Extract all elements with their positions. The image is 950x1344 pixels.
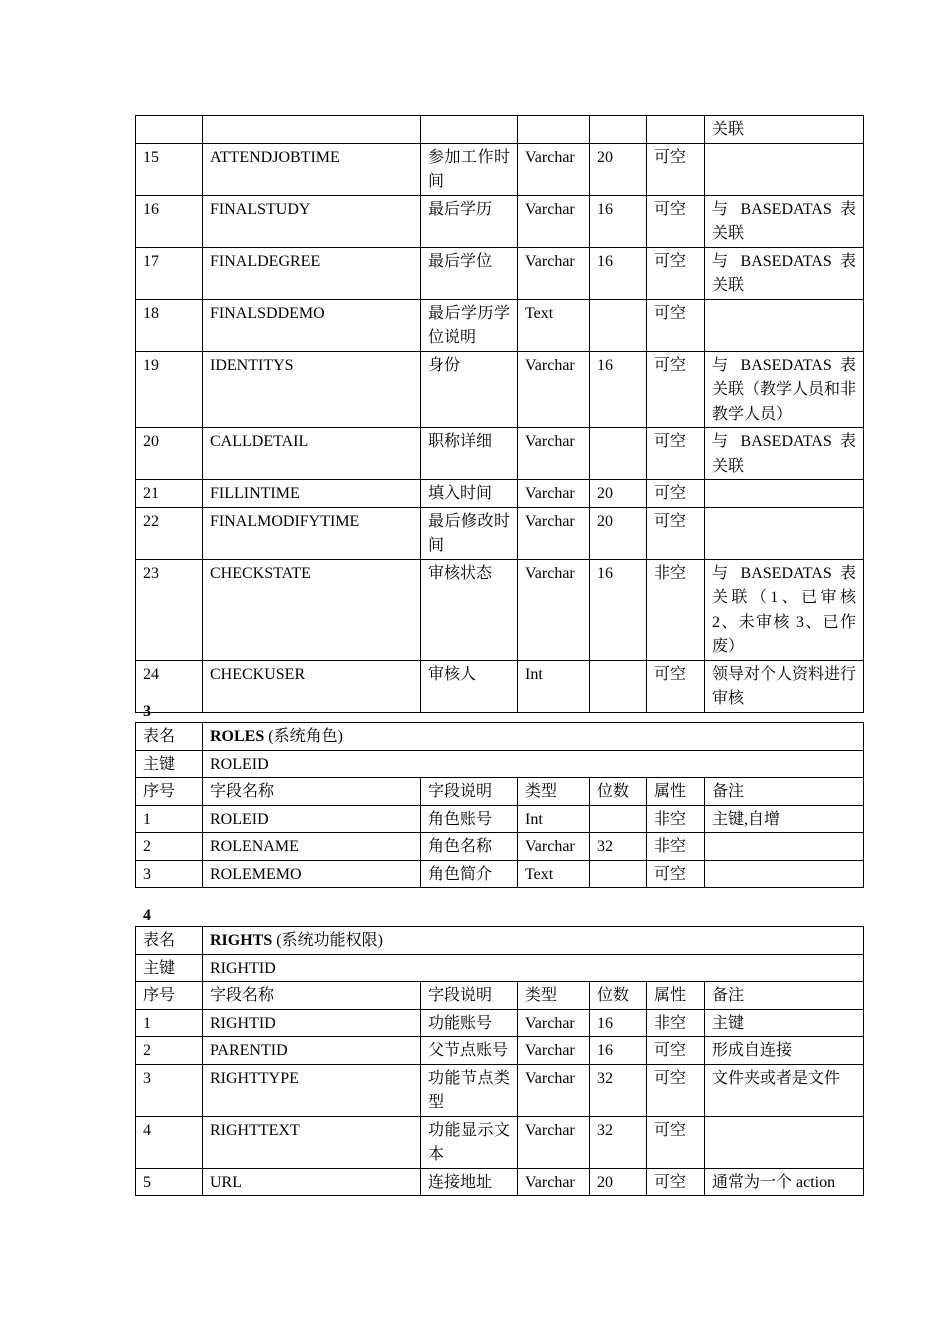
- length-cell: [590, 860, 647, 888]
- remark-cell: 主键,自增: [705, 805, 864, 833]
- header-cell: 位数: [590, 982, 647, 1010]
- nullability-cell: 可空: [647, 428, 705, 480]
- remark-cell: 与 BASEDATAS 表关联（教学人员和非教学人员）: [705, 351, 864, 428]
- table-row: [136, 1037, 864, 1065]
- field-description-cell: 职称详细: [421, 428, 518, 480]
- data-type-cell: Varchar: [518, 507, 590, 559]
- row-number-cell: 24: [136, 660, 203, 712]
- data-type-cell: Varchar: [518, 351, 590, 428]
- length-cell: 20: [590, 480, 647, 508]
- table-name-value: [203, 927, 864, 955]
- length-cell: 32: [590, 1064, 647, 1116]
- table-row: [136, 1116, 864, 1168]
- length-cell: 16: [590, 1009, 647, 1037]
- header-row: [136, 982, 864, 1010]
- length-cell: 16: [590, 195, 647, 247]
- row-number-cell: 2: [136, 833, 203, 861]
- nullability-cell: 可空: [647, 195, 705, 247]
- row-number-cell: 23: [136, 559, 203, 660]
- field-description-cell: 角色账号: [421, 805, 518, 833]
- nullability-cell: 可空: [647, 1064, 705, 1116]
- field-description-cell: 最后学历: [421, 195, 518, 247]
- field-name-cell: RIGHTID: [203, 1009, 421, 1037]
- data-type-cell: Varchar: [518, 1168, 590, 1196]
- remark-cell: [705, 143, 864, 195]
- table-row: [136, 805, 864, 833]
- header-cell: 字段说明: [421, 778, 518, 806]
- remark-cell: 与 BASEDATAS 表关联: [705, 247, 864, 299]
- row-number-cell: 1: [136, 1009, 203, 1037]
- header-cell: 位数: [590, 778, 647, 806]
- table-row: [136, 428, 864, 480]
- table-row: [136, 559, 864, 660]
- section-number-4: 4: [143, 907, 151, 924]
- table-name-label: 表名: [136, 723, 203, 751]
- remark-cell: 与 BASEDATAS 表关联: [705, 195, 864, 247]
- field-name-cell: CHECKUSER: [203, 660, 421, 712]
- table-name-row: [136, 723, 864, 751]
- field-description-cell: 连接地址: [421, 1168, 518, 1196]
- data-type-cell: Varchar: [518, 559, 590, 660]
- field-name-cell: CHECKSTATE: [203, 559, 421, 660]
- field-description-cell: 角色名称: [421, 833, 518, 861]
- remark-cell: [705, 1116, 864, 1168]
- field-name-cell: ATTENDJOBTIME: [203, 143, 421, 195]
- table-row: [136, 195, 864, 247]
- data-type-cell: Varchar: [518, 833, 590, 861]
- length-cell: [590, 299, 647, 351]
- header-cell: 类型: [518, 982, 590, 1010]
- length-cell: 32: [590, 1116, 647, 1168]
- table-name-value: [203, 723, 864, 751]
- field-name-cell: ROLENAME: [203, 833, 421, 861]
- length-cell: [590, 428, 647, 480]
- table-row: [136, 480, 864, 508]
- field-name-cell: PARENTID: [203, 1037, 421, 1065]
- table-name-label: 表名: [136, 927, 203, 955]
- remark-cell: 主键: [705, 1009, 864, 1037]
- header-row: [136, 778, 864, 806]
- remark-cell: 与 BASEDATAS 表关联（1、已审核 2、未审核 3、已作废）: [705, 559, 864, 660]
- data-type-cell: Text: [518, 299, 590, 351]
- field-description-cell: 最后修改时间: [421, 507, 518, 559]
- nullability-cell: 可空: [647, 1037, 705, 1065]
- nullability-cell: 可空: [647, 507, 705, 559]
- field-description-cell: 功能显示文本: [421, 1116, 518, 1168]
- remark-cell: 与 BASEDATAS 表关联: [705, 428, 864, 480]
- table-row: [136, 143, 864, 195]
- length-cell: 16: [590, 559, 647, 660]
- field-description-cell: 填入时间: [421, 480, 518, 508]
- table-name-bold: ROLES: [210, 728, 265, 745]
- field-table-continued: [135, 115, 864, 713]
- row-number-cell: 2: [136, 1037, 203, 1065]
- header-cell: 序号: [136, 778, 203, 806]
- length-cell: 16: [590, 1037, 647, 1065]
- data-type-cell: Int: [518, 660, 590, 712]
- nullability-cell: 可空: [647, 299, 705, 351]
- nullability-cell: 非空: [647, 1009, 705, 1037]
- table-row: [136, 351, 864, 428]
- field-description-cell: 功能节点类型: [421, 1064, 518, 1116]
- remark-cell: 文件夹或者是文件: [705, 1064, 864, 1116]
- field-description-cell: 功能账号: [421, 1009, 518, 1037]
- field-name-cell: ROLEMEMO: [203, 860, 421, 888]
- nullability-cell: 非空: [647, 833, 705, 861]
- row-number-cell: 17: [136, 247, 203, 299]
- remark-cell: 通常为一个 action: [705, 1168, 864, 1196]
- field-description-cell: 最后学历学位说明: [421, 299, 518, 351]
- rights-table: [135, 926, 864, 1196]
- field-name-cell: IDENTITYS: [203, 351, 421, 428]
- primary-key-label: 主键: [136, 954, 203, 982]
- row-number-cell: 19: [136, 351, 203, 428]
- row-number-cell: 22: [136, 507, 203, 559]
- length-cell: [590, 805, 647, 833]
- data-type-cell: Int: [518, 805, 590, 833]
- remark-cell: 领导对个人资料进行审核: [705, 660, 864, 712]
- nullability-cell: 可空: [647, 860, 705, 888]
- data-type-cell: Varchar: [518, 480, 590, 508]
- field-description-cell: 身份: [421, 351, 518, 428]
- field-description-cell: 参加工作时间: [421, 143, 518, 195]
- data-type-cell: Varchar: [518, 143, 590, 195]
- table-row: [136, 116, 864, 144]
- row-number-cell: 1: [136, 805, 203, 833]
- nullability-cell: 可空: [647, 1116, 705, 1168]
- nullability-cell: 非空: [647, 559, 705, 660]
- row-number-cell: 18: [136, 299, 203, 351]
- table-row: [136, 833, 864, 861]
- field-name-cell: RIGHTTYPE: [203, 1064, 421, 1116]
- data-type-cell: Varchar: [518, 1116, 590, 1168]
- table-row: [136, 860, 864, 888]
- table-name-description: (系统角色): [264, 728, 343, 745]
- primary-key-row: [136, 750, 864, 778]
- length-cell: 32: [590, 833, 647, 861]
- data-type-cell: Varchar: [518, 1009, 590, 1037]
- row-number-cell: 15: [136, 143, 203, 195]
- remark-cell: [705, 480, 864, 508]
- nullability-cell: [647, 116, 705, 144]
- data-type-cell: [518, 116, 590, 144]
- field-name-cell: FINALDEGREE: [203, 247, 421, 299]
- field-description-cell: 角色简介: [421, 860, 518, 888]
- field-name-cell: FINALMODIFYTIME: [203, 507, 421, 559]
- nullability-cell: 可空: [647, 351, 705, 428]
- header-cell: 备注: [705, 778, 864, 806]
- length-cell: [590, 660, 647, 712]
- nullability-cell: 非空: [647, 805, 705, 833]
- nullability-cell: 可空: [647, 143, 705, 195]
- data-type-cell: Text: [518, 860, 590, 888]
- field-name-cell: RIGHTTEXT: [203, 1116, 421, 1168]
- field-name-cell: CALLDETAIL: [203, 428, 421, 480]
- header-cell: 备注: [705, 982, 864, 1010]
- table-row: [136, 1009, 864, 1037]
- table-row: [136, 299, 864, 351]
- data-type-cell: Varchar: [518, 1064, 590, 1116]
- data-type-cell: Varchar: [518, 195, 590, 247]
- row-number-cell: 3: [136, 1064, 203, 1116]
- remark-cell: [705, 833, 864, 861]
- table-name-row: [136, 927, 864, 955]
- table-row: [136, 1064, 864, 1116]
- field-description-cell: 审核状态: [421, 559, 518, 660]
- roles-table: [135, 722, 864, 888]
- field-name-cell: FINALSDDEMO: [203, 299, 421, 351]
- remark-cell: 关联: [705, 116, 864, 144]
- field-description-cell: 审核人: [421, 660, 518, 712]
- table-row: [136, 1168, 864, 1196]
- section-number-3: 3: [143, 703, 151, 720]
- nullability-cell: 可空: [647, 660, 705, 712]
- field-description-cell: [421, 116, 518, 144]
- length-cell: [590, 116, 647, 144]
- header-cell: 属性: [647, 982, 705, 1010]
- row-number-cell: 5: [136, 1168, 203, 1196]
- length-cell: 16: [590, 247, 647, 299]
- nullability-cell: 可空: [647, 480, 705, 508]
- header-cell: 字段名称: [203, 982, 421, 1010]
- nullability-cell: 可空: [647, 247, 705, 299]
- header-cell: 属性: [647, 778, 705, 806]
- table-name-bold: RIGHTS: [210, 932, 273, 949]
- field-name-cell: [203, 116, 421, 144]
- remark-cell: 形成自连接: [705, 1037, 864, 1065]
- row-number-cell: 21: [136, 480, 203, 508]
- length-cell: 20: [590, 1168, 647, 1196]
- remark-cell: [705, 299, 864, 351]
- table-row: [136, 507, 864, 559]
- header-cell: 字段说明: [421, 982, 518, 1010]
- row-number-cell: 4: [136, 1116, 203, 1168]
- table-name-description: (系统功能权限): [272, 932, 383, 949]
- header-cell: 类型: [518, 778, 590, 806]
- remark-cell: [705, 507, 864, 559]
- data-type-cell: Varchar: [518, 1037, 590, 1065]
- table-row: [136, 247, 864, 299]
- length-cell: 20: [590, 507, 647, 559]
- header-cell: 字段名称: [203, 778, 421, 806]
- remark-cell: [705, 860, 864, 888]
- field-name-cell: FINALSTUDY: [203, 195, 421, 247]
- field-description-cell: 父节点账号: [421, 1037, 518, 1065]
- primary-key-row: [136, 954, 864, 982]
- data-type-cell: Varchar: [518, 247, 590, 299]
- length-cell: 20: [590, 143, 647, 195]
- field-name-cell: ROLEID: [203, 805, 421, 833]
- field-name-cell: FILLINTIME: [203, 480, 421, 508]
- row-number-cell: [136, 116, 203, 144]
- primary-key-label: 主键: [136, 750, 203, 778]
- header-cell: 序号: [136, 982, 203, 1010]
- primary-key-value: ROLEID: [203, 750, 864, 778]
- length-cell: 16: [590, 351, 647, 428]
- field-name-cell: URL: [203, 1168, 421, 1196]
- primary-key-value: RIGHTID: [203, 954, 864, 982]
- field-description-cell: 最后学位: [421, 247, 518, 299]
- row-number-cell: 3: [136, 860, 203, 888]
- nullability-cell: 可空: [647, 1168, 705, 1196]
- data-type-cell: Varchar: [518, 428, 590, 480]
- table-row: [136, 660, 864, 712]
- row-number-cell: 16: [136, 195, 203, 247]
- row-number-cell: 20: [136, 428, 203, 480]
